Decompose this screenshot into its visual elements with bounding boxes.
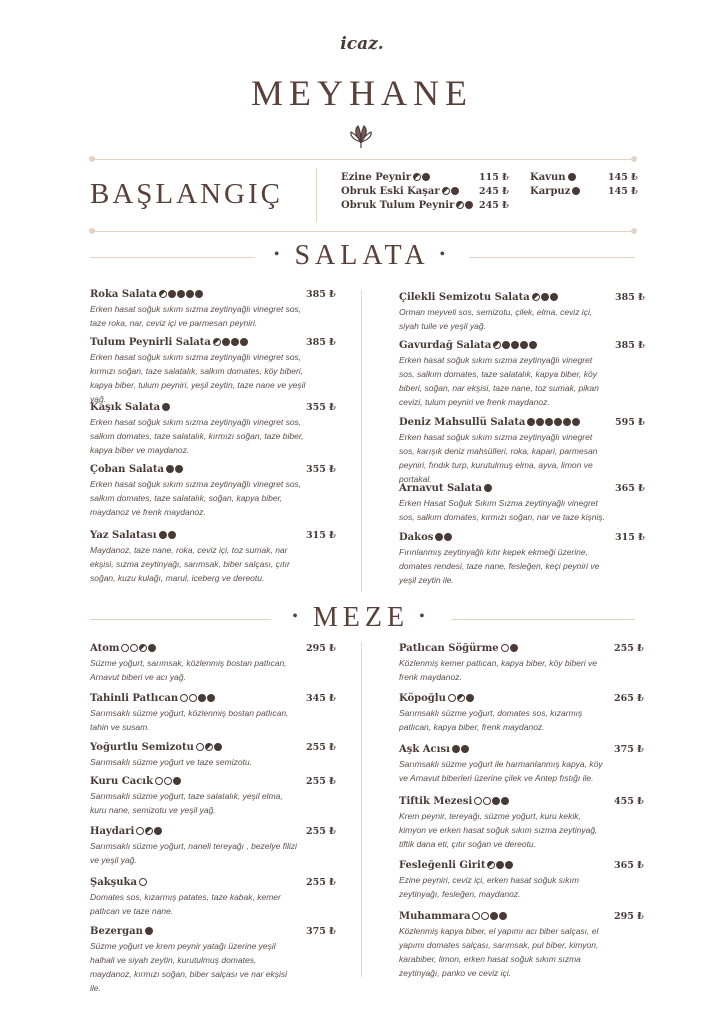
item-name-text: Obruk Eski Kaşar bbox=[341, 186, 440, 197]
allergen-icon bbox=[505, 861, 513, 869]
allergen-icon bbox=[139, 644, 147, 652]
allergen-icon bbox=[456, 201, 464, 209]
baslangic-heading: BAŞLANGIÇ bbox=[90, 178, 283, 210]
item-price: 365 ₺ bbox=[615, 483, 645, 494]
allergen-icon bbox=[448, 694, 456, 702]
menu-item bbox=[399, 744, 644, 785]
menu-item bbox=[341, 186, 509, 197]
item-description: Sarımsaklı süzme yoğurt, naneli tereyağı , bezelye filizi ve yeşil yağ. bbox=[90, 841, 297, 865]
item-name-text: Kavun bbox=[530, 172, 566, 183]
allergen-icon bbox=[186, 290, 194, 298]
item-description: Erken hasat soğuk sıkım sızma zeytinyağlı vinegret sos, salkım domates, taze salatalık, soğan, kapya biber, maydanoz ve frenk maydanoz. bbox=[90, 479, 302, 517]
item-name-text: Roka Salata bbox=[90, 289, 157, 300]
item-description: Krem peynir, tereyağı, süzme yoğurt, kuru kekik, kimyon ve erken hasat soğuk sıkım sızma zeytinyağ, tiftik dana eti, çıtır soğan ve dereotu. bbox=[399, 811, 598, 849]
allergen-icon bbox=[205, 743, 213, 751]
item-price: 455 ₺ bbox=[614, 796, 644, 807]
item-description: Erken Hasat Soğuk Sıkım Sızma zeytinyağlı vinegret sos, salkım domates, kırmızı soğan, nar ve taze kişniş. bbox=[399, 498, 605, 522]
allergen-icon bbox=[474, 797, 482, 805]
item-price: 385 ₺ bbox=[306, 337, 336, 348]
item-price: 385 ₺ bbox=[615, 340, 645, 351]
menu-item bbox=[399, 911, 644, 980]
item-description: Fırınlanmış zeytinyağlı kıtır kepek ekmeği üzerine, domates rendesi, taze nane, fesleğen, keçi peyniri ve yeşil zeytin ile. bbox=[399, 547, 600, 585]
item-name bbox=[399, 532, 609, 543]
allergen-icon bbox=[465, 201, 473, 209]
item-price: 255 ₺ bbox=[306, 826, 336, 837]
item-price: 115 ₺ bbox=[479, 172, 509, 183]
allergen-icon bbox=[529, 341, 537, 349]
item-name bbox=[90, 877, 300, 888]
item-name-text: Kaşık Salata bbox=[90, 402, 161, 413]
allergen-icon bbox=[136, 827, 144, 835]
allergen-icon bbox=[154, 827, 162, 835]
allergen-icon bbox=[168, 531, 176, 539]
item-description: Sarımsaklı süzme yoğurt, taze salatalık, yeşil elma, kuru nane, semizotu ve yeşil yağ. bbox=[90, 791, 283, 815]
allergen-icons bbox=[162, 402, 171, 413]
allergen-icon bbox=[145, 927, 153, 935]
item-price: 245 ₺ bbox=[479, 186, 509, 197]
allergen-icon bbox=[457, 694, 465, 702]
item-price: 145 ₺ bbox=[608, 186, 638, 197]
allergen-icon bbox=[148, 644, 156, 652]
menu-item bbox=[399, 643, 644, 684]
item-name-text: Tulum Peynirli Salata bbox=[90, 337, 211, 348]
menu-item bbox=[399, 340, 645, 409]
salata-heading: • SALATA • bbox=[255, 240, 469, 272]
brand-logo: icaz. bbox=[340, 34, 384, 54]
menu-item bbox=[90, 926, 336, 995]
menu-item bbox=[90, 337, 336, 406]
allergen-icon bbox=[536, 418, 544, 426]
item-name-text: Deniz Mahsullü Salata bbox=[399, 417, 526, 428]
item-name-text: Ezine Peynir bbox=[341, 172, 411, 183]
menu-item bbox=[90, 693, 336, 734]
allergen-icon bbox=[121, 644, 129, 652]
allergen-icons bbox=[136, 826, 163, 837]
item-price: 385 ₺ bbox=[615, 292, 645, 303]
item-name-text: Patlıcan Söğürme bbox=[399, 643, 499, 654]
menu-item bbox=[399, 693, 644, 734]
menu-item bbox=[90, 826, 336, 867]
item-name bbox=[90, 742, 300, 753]
item-name-text: Gavurdağ Salata bbox=[399, 340, 492, 351]
item-name-text: Arnavut Salata bbox=[399, 483, 483, 494]
allergen-icon bbox=[510, 644, 518, 652]
allergen-icon bbox=[499, 912, 507, 920]
allergen-icons bbox=[572, 186, 581, 197]
item-description: Domates sos, kızarmış patates, taze kabak, kemer patlıcan ve taze nane. bbox=[90, 892, 281, 916]
allergen-icon bbox=[240, 338, 248, 346]
allergen-icons bbox=[493, 340, 538, 351]
allergen-icon bbox=[481, 912, 489, 920]
meze-heading: • MEZE • bbox=[271, 602, 451, 634]
item-name-text: Muhammara bbox=[399, 911, 471, 922]
item-description: Erken hasat soğuk sıkım sızma zeytinyağlı vinegret sos, taze roka, nar, ceviz içi ve parmesan peyniri. bbox=[90, 304, 302, 328]
allergen-icons bbox=[196, 742, 223, 753]
allergen-icons bbox=[487, 860, 514, 871]
allergen-icon bbox=[554, 418, 562, 426]
item-name-text: Çoban Salata bbox=[90, 464, 164, 475]
allergen-icon bbox=[168, 290, 176, 298]
item-name bbox=[90, 464, 300, 475]
item-price: 145 ₺ bbox=[608, 172, 638, 183]
allergen-icons bbox=[121, 643, 157, 654]
allergen-icons bbox=[213, 337, 249, 348]
allergen-icon bbox=[550, 293, 558, 301]
item-price: 255 ₺ bbox=[306, 877, 336, 888]
item-name-text: Fesleğenli Girit bbox=[399, 860, 486, 871]
allergen-icons bbox=[472, 911, 508, 922]
allergen-icon bbox=[572, 418, 580, 426]
allergen-icons bbox=[413, 172, 431, 183]
item-price: 595 ₺ bbox=[615, 417, 645, 428]
allergen-icon bbox=[493, 341, 501, 349]
allergen-icon bbox=[207, 694, 215, 702]
flower-ornament-icon bbox=[346, 120, 376, 150]
allergen-icons bbox=[145, 926, 154, 937]
item-name bbox=[341, 186, 481, 197]
allergen-icons bbox=[180, 693, 216, 704]
allergen-icons bbox=[474, 796, 510, 807]
item-price: 295 ₺ bbox=[614, 911, 644, 922]
allergen-icons bbox=[501, 643, 519, 654]
item-price: 245 ₺ bbox=[479, 200, 509, 211]
allergen-icon bbox=[511, 341, 519, 349]
item-description: Orman meyveli sos, semizotu, çilek, elma, ceviz içi, siyah tuile ve yeşil yağ. bbox=[399, 307, 593, 331]
item-price: 355 ₺ bbox=[306, 464, 336, 475]
item-name bbox=[90, 693, 300, 704]
menu-item bbox=[341, 200, 509, 211]
allergen-icon bbox=[572, 187, 580, 195]
allergen-icons bbox=[452, 744, 470, 755]
allergen-icon bbox=[231, 338, 239, 346]
menu-item bbox=[90, 402, 336, 457]
item-name-text: Kuru Cacık bbox=[90, 776, 154, 787]
menu-item bbox=[399, 796, 644, 851]
menu-item bbox=[90, 530, 336, 585]
allergen-icon bbox=[214, 743, 222, 751]
divider-dot bbox=[631, 228, 637, 234]
allergen-icons bbox=[532, 292, 559, 303]
allergen-icon bbox=[222, 338, 230, 346]
item-price: 255 ₺ bbox=[306, 742, 336, 753]
item-price: 255 ₺ bbox=[614, 643, 644, 654]
item-name bbox=[399, 483, 609, 494]
menu-item bbox=[399, 483, 645, 524]
item-name bbox=[90, 826, 300, 837]
allergen-icon bbox=[451, 187, 459, 195]
vertical-divider bbox=[316, 168, 317, 222]
allergen-icon bbox=[466, 694, 474, 702]
allergen-icon bbox=[520, 341, 528, 349]
allergen-icon bbox=[442, 187, 450, 195]
allergen-icons bbox=[484, 483, 493, 494]
allergen-icon bbox=[532, 293, 540, 301]
item-description: Erken hasat soğuk sıkım sızma zeytinyağlı vinegret sos, salkım domates, taze salatalık, kapya biber, köy biberi, soğan, nar ekşisi, taze nane, toz sumak, pikan cevizi, tulum peyniri ve frenk maydanoz. bbox=[399, 355, 599, 407]
allergen-icon bbox=[180, 694, 188, 702]
item-name-text: Obruk Tulum Peynir bbox=[341, 200, 455, 211]
item-description: Ezine peyniri, ceviz içi, erken hasat soğuk sıkım zeytinyağı, fesleğen, maydanoz. bbox=[399, 875, 579, 899]
item-name bbox=[399, 340, 609, 351]
menu-item bbox=[90, 289, 336, 330]
item-price: 385 ₺ bbox=[306, 289, 336, 300]
item-description: Sarımsaklı süzme yoğurt, domates sos, kızarmış patlıcan, kapya biber, frenk maydanoz. bbox=[399, 708, 583, 732]
vertical-divider bbox=[361, 642, 362, 977]
item-price: 375 ₺ bbox=[306, 926, 336, 937]
allergen-icon bbox=[490, 912, 498, 920]
allergen-icon bbox=[472, 912, 480, 920]
divider bbox=[92, 159, 634, 160]
allergen-icons bbox=[435, 532, 453, 543]
item-name bbox=[90, 530, 300, 541]
item-name bbox=[399, 860, 609, 871]
allergen-icons bbox=[159, 530, 177, 541]
menu-item bbox=[530, 172, 670, 183]
item-price: 295 ₺ bbox=[306, 643, 336, 654]
menu-item bbox=[90, 877, 336, 918]
allergen-icon bbox=[501, 644, 509, 652]
item-name bbox=[399, 911, 609, 922]
menu-item bbox=[530, 186, 670, 197]
allergen-icon bbox=[130, 644, 138, 652]
item-price: 265 ₺ bbox=[614, 693, 644, 704]
allergen-icon bbox=[413, 173, 421, 181]
item-description: Közlenmiş kapya biber, el yapımı acı biber salçası, el yapımı domates salçası, sarımsak, pul biber, kimyon, karabiber, limon, erken hasat soğuk sıkım sızma zeytinyağı, panko ve ceviz içi. bbox=[399, 926, 599, 978]
allergen-icon bbox=[502, 341, 510, 349]
item-description: Erken hasat soğuk sıkım sızma zeytinyağlı vinegret sos, salkım domates, taze salatalık, kırmızı soğan, taze biber, kapya biber ve maydanoz. bbox=[90, 417, 304, 455]
menu-item bbox=[90, 464, 336, 519]
item-name bbox=[399, 744, 609, 755]
item-price: 315 ₺ bbox=[306, 530, 336, 541]
vertical-divider bbox=[361, 290, 362, 592]
allergen-icon bbox=[484, 484, 492, 492]
item-name bbox=[399, 417, 609, 428]
item-name bbox=[399, 292, 609, 303]
item-name-text: Haydari bbox=[90, 826, 135, 837]
allergen-icons bbox=[159, 289, 204, 300]
item-name bbox=[90, 402, 300, 413]
item-name bbox=[341, 200, 481, 211]
allergen-icons bbox=[527, 417, 581, 428]
item-description: Erken hasat soğuk sıkım sızma zeytinyağlı vinegret sos, karışık deniz mahsülleri, roka, kapari, parmesan peyniri, fındık turp, kurutulmuş elma, ayva, limon ve portakal. bbox=[399, 432, 598, 484]
item-description: Süzme yoğurt, sarımsak, közlenmiş bostan patlıcan, Arnavut biberi ve acı yağ. bbox=[90, 658, 287, 682]
item-name bbox=[90, 776, 300, 787]
item-name bbox=[341, 172, 481, 183]
menu-item bbox=[90, 643, 336, 684]
allergen-icon bbox=[487, 861, 495, 869]
menu-item bbox=[399, 292, 645, 333]
item-description: Közlenmiş kemer patlıcan, kapya biber, köy biberi ve frenk maydanoz. bbox=[399, 658, 597, 682]
allergen-icon bbox=[444, 533, 452, 541]
allergen-icons bbox=[155, 776, 182, 787]
item-name bbox=[90, 337, 300, 348]
allergen-icon bbox=[155, 777, 163, 785]
allergen-icons bbox=[568, 172, 577, 183]
item-description: Süzme yoğurt ve krem peynir yatağı üzerine yeşil halhali ve siyah zeytin, kurutulmuş domates, maydanoz, kırmızı soğan, biber salçası ve nar ekşisi ile. bbox=[90, 941, 287, 993]
item-price: 345 ₺ bbox=[306, 693, 336, 704]
allergen-icons bbox=[139, 877, 148, 888]
divider-dot bbox=[631, 156, 637, 162]
allergen-icons bbox=[448, 693, 475, 704]
allergen-icons bbox=[166, 464, 184, 475]
item-description: Sarımsaklı süzme yoğurt ve taze semizotu. bbox=[90, 757, 253, 767]
item-description: Erken hasat soğuk sıkım sızma zeytinyağlı vinegret sos, kırmızı soğan, taze salatalık, salkım domates, köy biberi, kapya biber, tulum peyniri, yeşil zeytin, taze nane ve yeşil yağ. bbox=[90, 352, 306, 404]
allergen-icon bbox=[492, 797, 500, 805]
item-price: 355 ₺ bbox=[306, 402, 336, 413]
item-price: 365 ₺ bbox=[614, 860, 644, 871]
menu-item bbox=[90, 742, 336, 769]
item-name-text: Dakos bbox=[399, 532, 434, 543]
allergen-icon bbox=[196, 743, 204, 751]
item-name bbox=[90, 643, 300, 654]
item-name-text: Köpoğlu bbox=[399, 693, 446, 704]
item-name-text: Tahinli Patlıcan bbox=[90, 693, 179, 704]
allergen-icon bbox=[563, 418, 571, 426]
allergen-icon bbox=[568, 173, 576, 181]
menu-item bbox=[90, 776, 336, 817]
allergen-icon bbox=[159, 290, 167, 298]
allergen-icon bbox=[189, 694, 197, 702]
item-name bbox=[530, 186, 670, 197]
allergen-icon bbox=[501, 797, 509, 805]
allergen-icon bbox=[198, 694, 206, 702]
item-name-text: Yaz Salatası bbox=[90, 530, 157, 541]
allergen-icon bbox=[195, 290, 203, 298]
item-price: 315 ₺ bbox=[615, 532, 645, 543]
allergen-icon bbox=[545, 418, 553, 426]
allergen-icon bbox=[541, 293, 549, 301]
allergen-icon bbox=[159, 531, 167, 539]
item-name-text: Yoğurtlu Semizotu bbox=[90, 742, 194, 753]
allergen-icon bbox=[162, 403, 170, 411]
allergen-icon bbox=[527, 418, 535, 426]
menu-item bbox=[341, 172, 509, 183]
item-name bbox=[530, 172, 670, 183]
allergen-icon bbox=[452, 745, 460, 753]
allergen-icon bbox=[496, 861, 504, 869]
allergen-icon bbox=[145, 827, 153, 835]
item-price: 375 ₺ bbox=[614, 744, 644, 755]
item-name-text: Aşk Acısı bbox=[399, 744, 450, 755]
item-name bbox=[90, 926, 300, 937]
allergen-icon bbox=[166, 465, 174, 473]
allergen-icon bbox=[435, 533, 443, 541]
page-title: MEYHANE bbox=[251, 73, 473, 113]
divider bbox=[92, 231, 634, 232]
item-description: Sarımsaklı süzme yoğurt ile harmanlanmış kapya, köy ve Arnavut biberleri üzerine çilek ve Antep fıstığı ile. bbox=[399, 759, 603, 783]
allergen-icons bbox=[442, 186, 460, 197]
item-price: 255 ₺ bbox=[306, 776, 336, 787]
allergen-icon bbox=[164, 777, 172, 785]
allergen-icons bbox=[456, 200, 474, 211]
allergen-icon bbox=[139, 878, 147, 886]
allergen-icon bbox=[483, 797, 491, 805]
menu-item bbox=[399, 860, 644, 901]
allergen-icon bbox=[175, 465, 183, 473]
item-name bbox=[399, 693, 609, 704]
item-description: Maydanoz, taze nane, roka, ceviz içi, toz sumak, nar ekşisi, sızma zeytinyağı, sarımsak, biber salçası, çıtır soğan, kuzu kulağı, marul, iceberg ve dereotu. bbox=[90, 545, 290, 583]
item-name-text: Bezergan bbox=[90, 926, 143, 937]
item-name-text: Çilekli Semizotu Salata bbox=[399, 292, 530, 303]
item-name bbox=[399, 643, 609, 654]
allergen-icon bbox=[213, 338, 221, 346]
menu-item bbox=[399, 532, 645, 587]
item-name-text: Atom bbox=[90, 643, 120, 654]
item-name bbox=[90, 289, 300, 300]
item-name-text: Karpuz bbox=[530, 186, 571, 197]
allergen-icon bbox=[422, 173, 430, 181]
menu-item bbox=[399, 417, 645, 486]
allergen-icon bbox=[177, 290, 185, 298]
item-name-text: Tiftik Mezesi bbox=[399, 796, 473, 807]
allergen-icon bbox=[461, 745, 469, 753]
item-description: Sarımsaklı süzme yoğurt, közlenmiş bostan patlıcan, tahin ve susam. bbox=[90, 708, 289, 732]
item-name bbox=[399, 796, 609, 807]
allergen-icon bbox=[173, 777, 181, 785]
item-name-text: Şakşuka bbox=[90, 877, 137, 888]
